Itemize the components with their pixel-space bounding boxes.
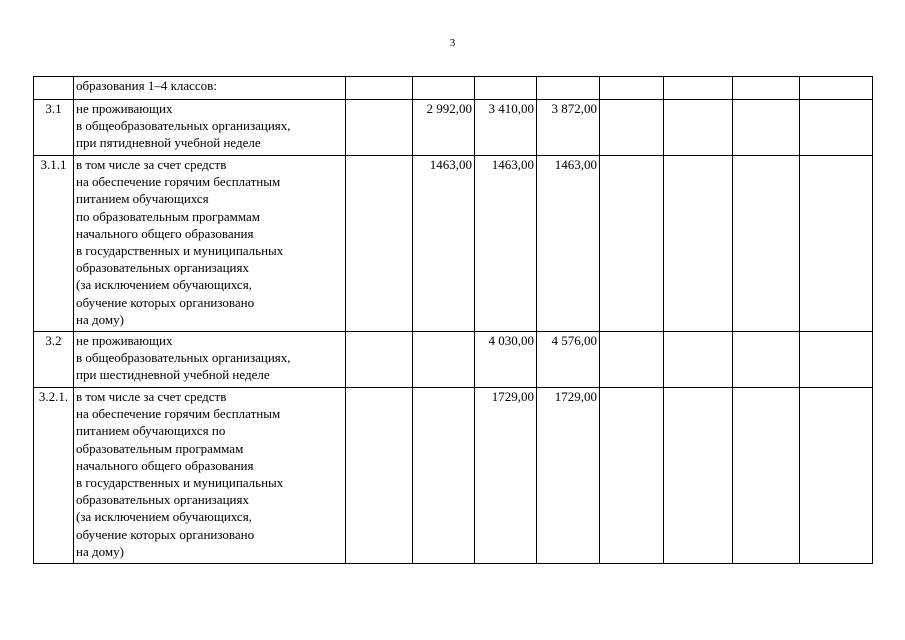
description-line: в общеобразовательных организациях,: [76, 350, 291, 366]
value-cell: [800, 156, 873, 332]
value-cell: [413, 77, 475, 100]
description-line: не проживающих: [76, 101, 173, 116]
table-row: [34, 332, 873, 388]
description-line: при шестидневной учебной неделе: [76, 367, 270, 383]
value-cell: 4 576,00: [537, 332, 600, 388]
description-line: обучение которых организовано: [76, 294, 255, 310]
table-row: [34, 156, 873, 332]
row-description-cell: [74, 156, 346, 332]
row-number-cell: 3.1.1: [34, 156, 74, 332]
value-cell: [346, 332, 413, 388]
value-cell: [664, 156, 733, 332]
page-number: 3: [449, 37, 456, 49]
value-cell: [346, 156, 413, 332]
row-number-cell: 3.1: [34, 100, 74, 156]
value-cell: [600, 388, 664, 564]
description-line: начального общего образования: [76, 225, 254, 241]
value-cell: [475, 77, 537, 100]
description-line: обучение которых организовано: [76, 526, 255, 542]
value-cell: [664, 332, 733, 388]
description-line: в том числе за счет средств: [76, 157, 227, 172]
value-cell: [413, 388, 475, 564]
value-cell: [600, 77, 664, 100]
row-description-cell: [74, 100, 346, 156]
value-cell: 1463,00: [537, 156, 600, 332]
value-cell: [800, 332, 873, 388]
description-line: питанием обучающихся: [76, 191, 209, 207]
value-cell: 4 030,00: [475, 332, 537, 388]
row-number-cell: 3.2: [34, 332, 74, 388]
description-line: в общеобразовательных организациях,: [76, 118, 291, 134]
description-line: на дому): [76, 311, 124, 327]
table-row: [34, 100, 873, 156]
description-line: (за исключением обучающихся,: [76, 509, 252, 525]
description-line: по образовательным программам: [76, 208, 261, 224]
description-line: образовательных организациях: [76, 260, 249, 276]
value-cell: [600, 100, 664, 156]
value-cell: [733, 156, 800, 332]
value-cell: [600, 156, 664, 332]
description-line: на обеспечение горячим бесплатным: [76, 406, 281, 422]
table-row: [34, 388, 873, 564]
value-cell: [800, 100, 873, 156]
description-line: в том числе за счет средств: [76, 389, 227, 404]
row-description-cell: [74, 77, 346, 100]
value-cell: 1463,00: [475, 156, 537, 332]
description-line: на обеспечение горячим бесплатным: [76, 174, 281, 190]
value-cell: [664, 388, 733, 564]
value-cell: 1729,00: [475, 388, 537, 564]
value-cell: [800, 77, 873, 100]
value-cell: [537, 77, 600, 100]
description-line: не проживающих: [76, 333, 173, 348]
value-cell: [600, 332, 664, 388]
description-line: в государственных и муниципальных: [76, 243, 284, 259]
value-cell: [664, 100, 733, 156]
description-line: образования 1–4 классов:: [76, 78, 217, 93]
description-line: на дому): [76, 543, 124, 559]
description-line: питанием обучающихся по: [76, 423, 226, 439]
value-cell: [733, 77, 800, 100]
value-cell: 3 410,00: [475, 100, 537, 156]
table-row: [34, 77, 873, 100]
row-description-cell: [74, 388, 346, 564]
value-cell: [733, 100, 800, 156]
description-line: образовательным программам: [76, 440, 244, 456]
value-cell: 1729,00: [537, 388, 600, 564]
row-description-cell: [74, 332, 346, 388]
row-number-cell: [34, 77, 74, 100]
description-line: (за исключением обучающихся,: [76, 277, 252, 293]
value-cell: [413, 332, 475, 388]
value-cell: [346, 77, 413, 100]
description-line: начального общего образования: [76, 457, 254, 473]
value-cell: [800, 388, 873, 564]
value-cell: [664, 77, 733, 100]
description-line: при пятидневной учебной неделе: [76, 135, 261, 151]
value-cell: [346, 388, 413, 564]
description-line: образовательных организациях: [76, 492, 249, 508]
tariff-table: [33, 76, 873, 564]
row-number-cell: 3.2.1.: [34, 388, 74, 564]
value-cell: [733, 388, 800, 564]
value-cell: 2 992,00: [413, 100, 475, 156]
value-cell: [733, 332, 800, 388]
value-cell: 3 872,00: [537, 100, 600, 156]
table-body: [34, 77, 873, 564]
description-line: в государственных и муниципальных: [76, 475, 284, 491]
value-cell: 1463,00: [413, 156, 475, 332]
value-cell: [346, 100, 413, 156]
